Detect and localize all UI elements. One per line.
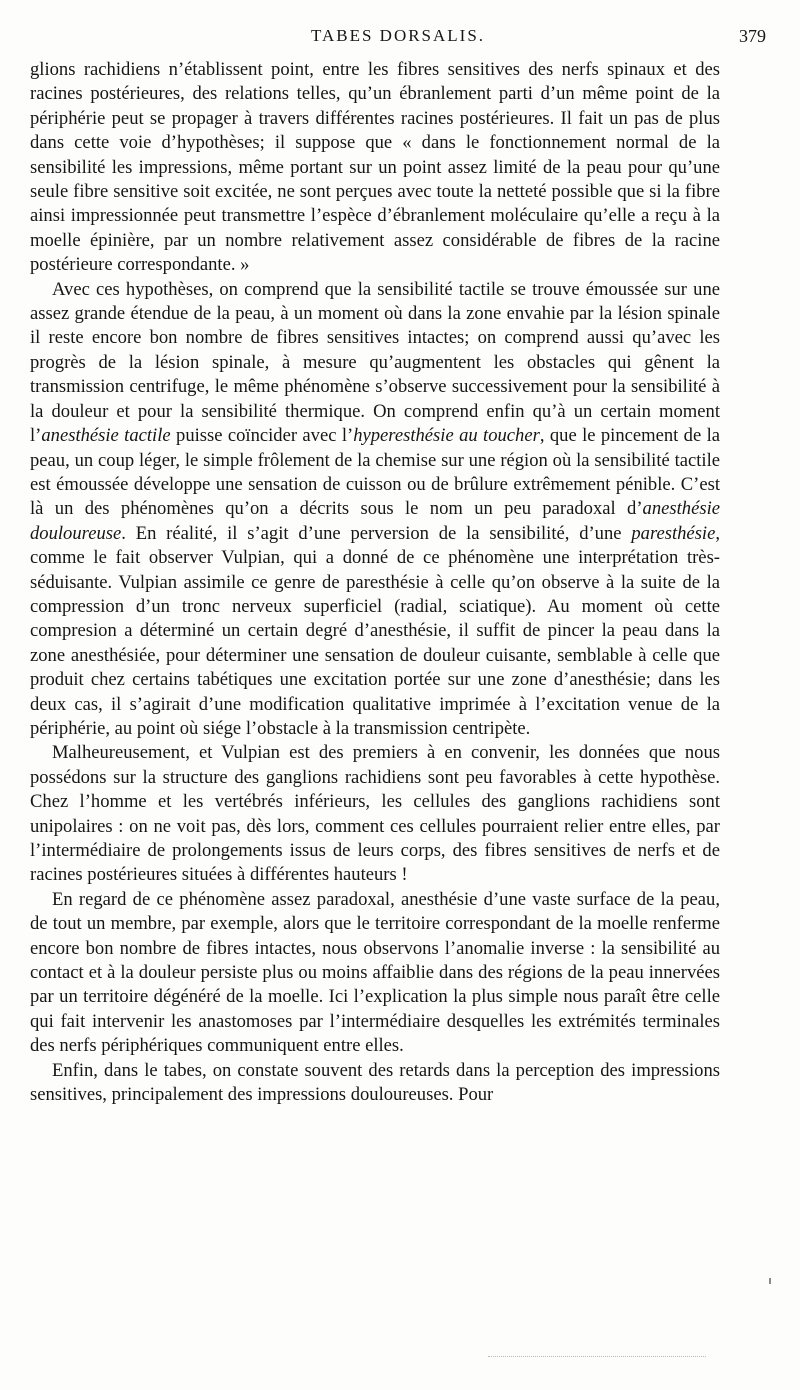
footer-print-artifact [488, 1356, 706, 1359]
text-segment: , comme le fait observer Vulpian, qui a donné de ce phénomène une interprétation très-séduisante. Vulpian assimile ce genre de paresthésie à celle qu’on observe à la suite de la compression d’un tronc nerveux superficiel (radial, sciatique). Au moment où cette compresion a déterminé un certain degré d’anesthésie, il suffit de pincer la peau dans la zone anesthésiée, pour déterminer une sensation de douleur cuisante, semblable à celle que produit chez certains tabétiques une excitation portée sur une zone d’anesthésie; dans les deux cas, il s’agirait d’une modification qualitative imprimée à l’excitation venue de la périphérie, au point où siége l’obstacle à la transmission centripète. [30, 522, 720, 739]
margin-mark [769, 1278, 771, 1284]
paragraph [30, 58, 720, 278]
text-segment: . En réalité, il s’agit d’une perversion de la sensibilité, d’une [121, 522, 632, 544]
paragraph [30, 741, 720, 887]
paragraph [30, 278, 720, 742]
body-text [30, 58, 720, 1107]
page-number: 379 [739, 26, 766, 46]
paragraph [30, 1059, 720, 1108]
italic-term: anesthésie douloureuse [30, 498, 720, 544]
paragraph [30, 888, 720, 1059]
text-segment: Malheureusement, et Vulpian est des premiers à en convenir, les données que nous possédons sur la structure des ganglions rachidiens sont peu favorables à cette hypothèse. Chez l’homme et les vertébrés inférieurs, les cellules des ganglions rachidiens sont unipolaires : on ne voit pas, dès lors, comment ces cellules pourraient relier entre elles, par l’intermédiaire de prolongements issus de leurs corps, des fibres sensitives de nerfs et de racines postérieures situées à différentes hauteurs ! [30, 742, 720, 886]
text-segment: Avec ces hypothèses, on comprend que la sensibilité tactile se trouve émoussée sur une assez grande étendue de la peau, à un moment où dans la zone envahie par la lésion spinale il reste encore bon nombre de fibres sensitives intactes; on comprend aussi qu’avec les progrès de la lésion spinale, à mesure qu’augmentent les obstacles qui gênent la transmission centrifuge, le même phénomène s’observe successivement pour la sensibilité à la douleur et pour la sensibilité thermique. On comprend enfin qu’à un certain moment l’ [30, 278, 720, 447]
italic-term: hyperesthésie au toucher [353, 425, 540, 447]
text-segment: puisse coïncider avec l’ [170, 425, 354, 447]
italic-term: anesthésie tactile [41, 425, 171, 447]
running-title: TABES DORSALIS. [310, 26, 486, 45]
italic-term: paresthésie [631, 522, 716, 544]
text-segment: Enfin, dans le tabes, on constate souvent des retards dans la perception des impressions sensitives, principalement des impressions douloureuses. Pour [30, 1059, 720, 1106]
text-segment: , que le pincement de la peau, un coup léger, le simple frôlement de la chemise sur une région où la sensibilité tactile est émoussée développe une sensation de cuisson ou de brûlure extrêmement pénible. C’est là un des phénomènes qu’on a décrits sous le nom un peu paradoxal d’ [30, 425, 720, 520]
text-segment: En regard de ce phénomène assez paradoxal, anesthésie d’une vaste surface de la peau, de tout un membre, par exemple, alors que le territoire correspondant de la moelle renferme encore bon nombre de fibres intactes, nous observons l’anomalie inverse : la sensibilité au contact et à la douleur persiste plus ou moins affaiblie dans des régions de la peau innervées par un territoire dégénéré de la moelle. Ici l’explication la plus simple nous paraît être celle qui fait intervenir les anastomoses par l’intermédiaire desquelles les extrémités terminales des nerfs périphériques communiquent entre elles. [30, 888, 720, 1057]
page-header [30, 26, 766, 50]
text-segment: glions rachidiens n’établissent point, entre les fibres sensitives des nerfs spinaux et des racines postérieures, des relations telles, qu’un ébranlement parti d’un même point de la périphérie peut se propager à travers différentes racines postérieures. Il fait un pas de plus dans cette voie d’hypothèses; il suppose que « dans le fonctionnement normal de la sensibilité les impressions, même portant sur un point assez limité de la peau pour qu’une seule fibre sensitive soit excitée, ne sont perçues avec toute la netteté possible que si la fibre ainsi impressionnée peut transmettre l’espèce d’ébranlement moléculaire qu’elle a reçu à la moelle épinière, par un nombre relativement assez considérable de fibres de la racine postérieure correspondante. » [30, 59, 720, 276]
